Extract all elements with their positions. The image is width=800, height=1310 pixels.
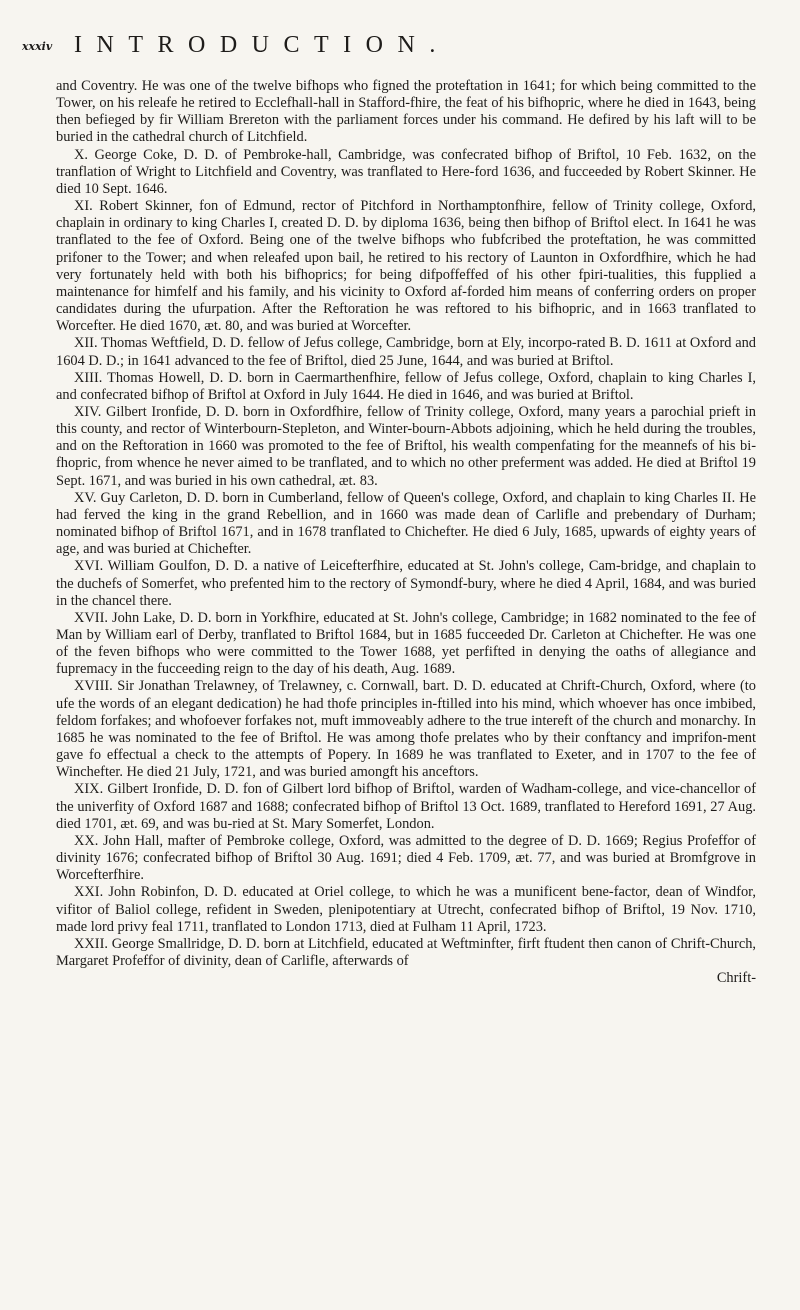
- entry-xiii-thomas-howell: XIII. Thomas Howell, D. D. born in Caermarthenfhire, fellow of Jefus college, Oxford, chaplain to king Charles I, and confecrated bifhop of Briftol at Oxford in July 1644. He died in 1646, and was buried at Briftol.: [56, 369, 756, 403]
- entry-xvi-william-goulson: XVI. William Goulfon, D. D. a native of Leicefterfhire, educated at St. John's college, Cam-bridge, and chaplain to the duchefs of Somerfet, who prefented him to the rectory of Symondf-bury, where he died 4 April, 1684, and was buried in the chancel there.: [56, 558, 756, 609]
- page-number: xxxiv: [22, 40, 53, 53]
- entry-x-george-coke: X. George Coke, D. D. of Pembroke-hall, Cambridge, was confecrated bifhop of Briftol, 10 Feb. 1632, on the tranflation of Wright to Litchfield and Coventry, was tranflated to Here-ford 1636, and fucceeded by Robert Skinner. He died 10 Sept. 1646.: [56, 146, 756, 197]
- running-title: INTRODUCTION.: [74, 32, 450, 58]
- entry-xxii-george-smallridge: XXII. George Smallridge, D. D. born at Litchfield, educated at Weftminfter, firft ftudent then canon of Chrift-Church, Margaret Profeffor of divinity, dean of Carlifle, afterwards of: [56, 935, 756, 969]
- page-header: [22, 32, 756, 78]
- entry-xix-gilbert-ironside: XIX. Gilbert Ironfide, D. D. fon of Gilbert lord bifhop of Briftol, warden of Wadham-college, and vice-chancellor of the univerfity of Oxford 1687 and 1688; confecrated bifhop of Briftol 13 Oct. 1689, tranflated to Hereford 1691, 27 Aug. died 1701, æt. 69, and was bu-ried at St. Mary Somerfet, London.: [56, 781, 756, 832]
- entry-xv-guy-carleton: XV. Guy Carleton, D. D. born in Cumberland, fellow of Queen's college, Oxford, and chaplain to king Charles II. He had ferved the king in the grand Rebellion, and in 1660 was made dean of Carlifle and prebendary of Durham; nominated bifhop of Briftol 1671, and in 1678 tranflated to Chichefter. He died 6 July, 1685, upwards of eighty years of age, and was buried at Chichefter.: [56, 489, 756, 558]
- entry-xi-robert-skinner: XI. Robert Skinner, fon of Edmund, rector of Pitchford in Northamptonfhire, fellow of Trinity college, Oxford, chaplain in ordinary to king Charles I, created D. D. by diploma 1636, being then bifhop of Briftol elect. In 1641 he was tranflated to the fee of Oxford. Being one of the twelve bifhops who fubfcribed the proteftation, he was committed prifoner to the Tower; and when releafed upon bail, he retired to his rectory of Launton in Oxfordfhire, which he had very fortunately held with both his bifhoprics; for being difpoffeffed of his other fpiri-tualities, this fupplied a maintenance for himfelf and his family, and his vicinity to Oxford af-forded him means of conferring orders on proper candidates during the ufurpation. After the Reftoration he was reftored to his bifhopric, and in 1663 tranflated to Worcefter. He died 1670, æt. 80, and was buried at Worcefter.: [56, 198, 756, 335]
- entry-xiv-gilbert-ironside: XIV. Gilbert Ironfide, D. D. born in Oxfordfhire, fellow of Trinity college, Oxford, many years a parochial prieft in this county, and rector of Winterbourn-Stepleton, and Winter-bourn-Abbots adjoining, which he held during the troubles, and on the Reftoration in 1660 was promoted to the fee of Briftol, his wealth compenfating for the meannefs of his bi-fhopric, from whence he never aimed to be tranflated, and to which no other preferment was added. He died at Briftol 19 Sept. 1671, and was buried in his own cathedral, æt. 83.: [56, 403, 756, 489]
- body-text: [56, 78, 756, 970]
- entry-xxi-john-robinson: XXI. John Robinfon, D. D. educated at Oriel college, to which he was a munificent bene-factor, dean of Windfor, vifitor of Baliol college, refident in Sweden, plenipotentiary at Utrecht, confecrated bifhop of Briftol, 19 Nov. 1710, made lord privy feal 1711, tranflated to London 1713, died at Fulham 11 April, 1723.: [56, 884, 756, 935]
- paragraph-continuation: and Coventry. He was one of the twelve bifhops who figned the proteftation in 1641; for which being committed to the Tower, on his releafe he retired to Ecclefhall-hall in Stafford-fhire, the feat of his bifhopric, where he died in 1643, being then befieged by fir William Brereton with the parliament forces under his command. He defired by his laft will to be buried in the cathedral church of Litchfield.: [56, 78, 756, 146]
- entry-xvii-john-lake: XVII. John Lake, D. D. born in Yorkfhire, educated at St. John's college, Cambridge; in 1682 nominated to the fee of Man by William earl of Derby, tranflated to Briftol 1684, but in 1685 fucceeded Dr. Carleton at Chichefter. He was one of the feven bifhops who were committed to the Tower 1688, yet perfifted in denying the oaths of allegiance and fupremacy in the fucceeding reign to the day of his death, Aug. 1689.: [56, 609, 756, 678]
- entry-xii-thomas-westfield: XII. Thomas Weftfield, D. D. fellow of Jefus college, Cambridge, born at Ely, incorpo-rated B. D. 1611 at Oxford and 1604 D. D.; in 1641 advanced to the fee of Briftol, died 25 June, 1644, and was buried at Briftol.: [56, 335, 756, 369]
- entry-xviii-jonathan-trelawney: XVIII. Sir Jonathan Trelawney, of Trelawney, c. Cornwall, bart. D. D. educated at Chrift-Church, Oxford, where (to ufe the words of an elegant dedication) he had thofe principles in-ftilled into his mind, which whoever has once imbibed, feldom forfakes; and whofoever forfakes not, muft immoveably adhere to the true intereft of the church and monarchy. In 1685 he was nominated to the fee of Briftol. He was among thofe prelates who by their conftancy and imprifon-ment gave fo effectual a check to the attempts of Popery. In 1689 he was tranflated to Exeter, and in 1707 to the fee of Winchefter. He died 21 July, 1721, and was buried amongft his anceftors.: [56, 678, 756, 781]
- entry-xx-john-hall: XX. John Hall, mafter of Pembroke college, Oxford, was admitted to the degree of D. D. 1669; Regius Profeffor of divinity 1676; confecrated bifhop of Briftol 30 Aug. 1691; died 4 Feb. 1709, æt. 77, and was buried at Bromfgrove in Worcefterfhire.: [56, 832, 756, 884]
- catchword: Chrift-: [716, 970, 756, 987]
